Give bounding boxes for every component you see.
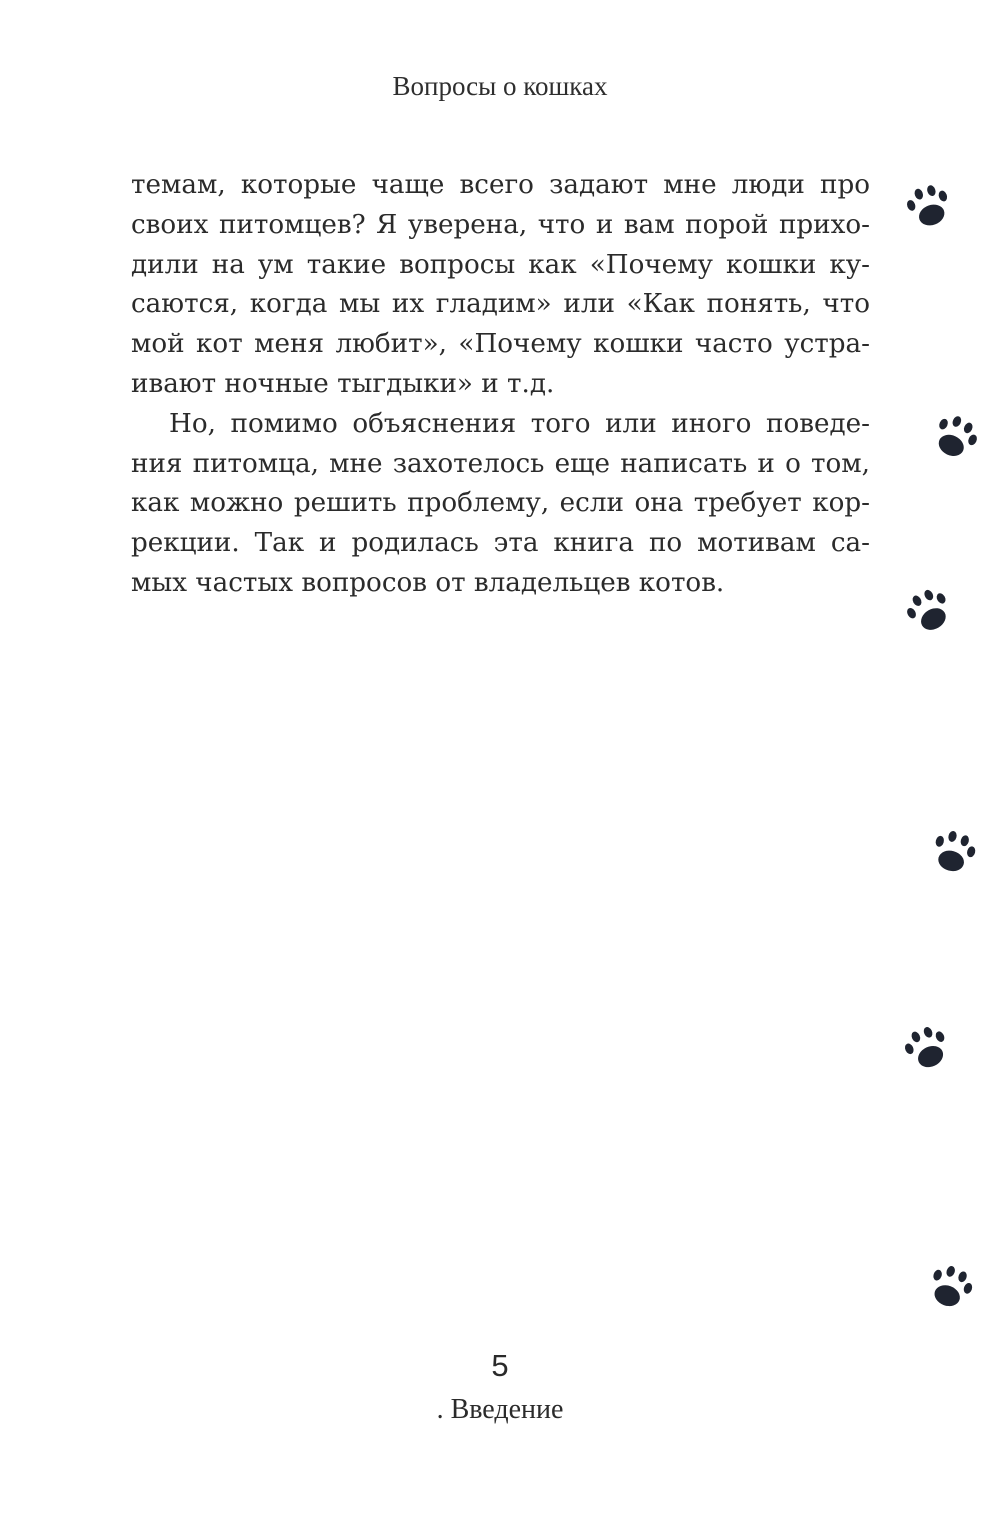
- paw-print-icon: [892, 575, 962, 645]
- paw-print-icon: [890, 1012, 960, 1082]
- text-line: дили на ум такие вопросы как «Почему кошки ку-: [131, 249, 870, 280]
- page-number: 5: [491, 1348, 509, 1383]
- section-name: . Введение: [436, 1394, 564, 1425]
- text-line: ивают ночные тыгдыки» и т.д.: [131, 368, 555, 399]
- text-line: мых частых вопросов от владельцев котов.: [131, 567, 725, 598]
- paw-print-icon: [915, 1250, 985, 1320]
- paragraph-2: [131, 405, 870, 604]
- paw-print-icon: [892, 170, 962, 240]
- text-line: темам, которые чаще всего задают мне люди про: [131, 170, 870, 200]
- text-line: мой кот меня любит», «Почему кошки часто устра-: [131, 329, 870, 360]
- text-line: рекции. Так и родилась эта книга по мотивам са-: [131, 528, 870, 559]
- text-line: Но, помимо объяснения того или иного поведе-: [169, 408, 870, 439]
- paw-print-icon: [918, 815, 988, 885]
- paw-print-icon: [920, 400, 990, 470]
- text-line: как можно решить проблему, если она требует кор-: [131, 488, 870, 519]
- text-line: саются, когда мы их гладим» или «Как понять, что: [131, 289, 870, 320]
- running-header: Вопросы о кошках: [392, 71, 608, 101]
- text-line: своих питомцев? Я уверена, что и вам порой прихо-: [131, 209, 870, 240]
- main-text: [131, 166, 870, 604]
- text-line: ния питомца, мне захотелось еще написать и о том,: [131, 448, 870, 479]
- paragraph-1: [131, 166, 870, 405]
